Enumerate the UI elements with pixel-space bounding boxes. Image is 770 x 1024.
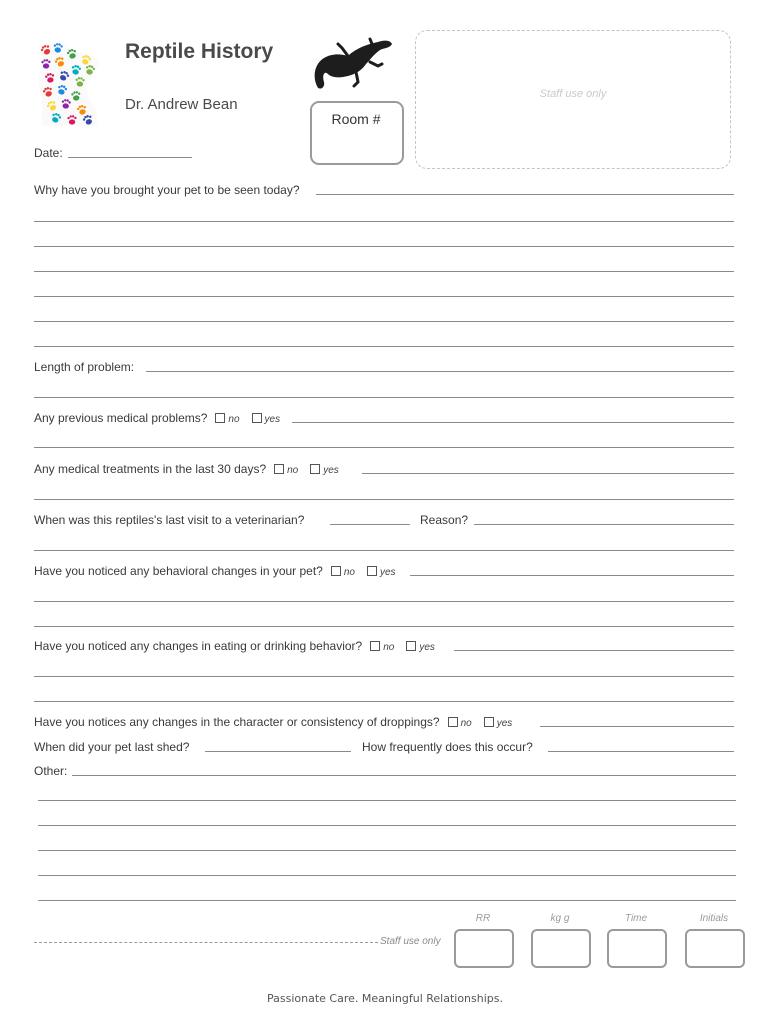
droppings-yes-checkbox[interactable] xyxy=(484,717,494,727)
footer-tagline: Passionate Care. Meaningful Relationships. xyxy=(266,992,503,1005)
previous-yes-checkbox[interactable] xyxy=(252,413,262,423)
staff-divider xyxy=(34,942,378,943)
other-line[interactable] xyxy=(38,825,736,826)
rr-label: RR xyxy=(475,913,491,924)
eating-line[interactable] xyxy=(34,701,734,702)
frequency-field[interactable] xyxy=(548,751,734,752)
shed-field[interactable] xyxy=(205,751,351,752)
other-line[interactable] xyxy=(38,875,736,876)
date-label: Date: xyxy=(34,146,63,160)
visit-reason-line[interactable] xyxy=(34,550,734,551)
treatments-yes-label: yes xyxy=(323,465,339,476)
treatments-yes-checkbox[interactable] xyxy=(310,464,320,474)
reason-line[interactable] xyxy=(34,246,734,247)
treatments-field[interactable] xyxy=(362,473,734,474)
previous-yes-label: yes xyxy=(264,414,281,425)
previous-problems-question xyxy=(34,410,280,428)
reason-line[interactable] xyxy=(34,321,734,322)
date-field[interactable] xyxy=(68,157,192,158)
droppings-no-label: no xyxy=(460,718,472,729)
eating-yes-checkbox[interactable] xyxy=(406,641,416,651)
behavior-no-label: no xyxy=(343,567,355,578)
other-label: Other: xyxy=(34,764,68,778)
room-number-label: Room # xyxy=(331,111,381,127)
form-title: Reptile History xyxy=(125,40,274,63)
droppings-yes-label: yes xyxy=(496,718,513,729)
behavior-line[interactable] xyxy=(34,626,734,627)
eating-yes-label: yes xyxy=(419,642,435,653)
treatments-no-label: no xyxy=(287,465,299,476)
treatments-line[interactable] xyxy=(34,499,734,500)
droppings-question xyxy=(34,714,512,732)
eating-field[interactable] xyxy=(454,650,734,651)
paw-prints-logo-icon xyxy=(36,40,104,128)
droppings-no-checkbox[interactable] xyxy=(448,717,458,727)
doctor-name: Dr. Andrew Bean xyxy=(125,96,238,113)
behavior-yes-checkbox[interactable] xyxy=(367,566,377,576)
initials-label: Initials xyxy=(699,913,729,924)
eating-line[interactable] xyxy=(34,676,734,677)
reason-line[interactable] xyxy=(34,271,734,272)
droppings-label: Have you notices any changes in the character or consistency of droppings? xyxy=(34,715,440,729)
behavior-field[interactable] xyxy=(410,575,734,576)
behavior-line[interactable] xyxy=(34,601,734,602)
droppings-field[interactable] xyxy=(540,726,734,727)
weight-label: kg g xyxy=(550,913,570,924)
other-line[interactable] xyxy=(38,800,736,801)
behavior-label: Have you noticed any behavioral changes in your pet? xyxy=(34,564,323,578)
staff-use-only-label: Staff use only xyxy=(380,936,441,947)
previous-no-checkbox[interactable] xyxy=(215,413,225,423)
eating-no-label: no xyxy=(383,642,395,653)
previous-problems-line[interactable] xyxy=(34,447,734,448)
length-question: Length of problem: xyxy=(34,360,135,374)
treatments-label: Any medical treatments in the last 30 days? xyxy=(34,462,267,476)
other-line[interactable] xyxy=(38,850,736,851)
reason-question: Why have you brought your pet to be seen today? xyxy=(34,183,300,197)
previous-problems-label: Any previous medical problems? xyxy=(34,411,208,425)
last-visit-question: When was this reptiles's last visit to a veterinarian? xyxy=(34,513,305,527)
visit-reason-label: Reason? xyxy=(420,513,469,527)
other-line[interactable] xyxy=(38,900,736,901)
initials-box[interactable] xyxy=(685,929,745,968)
treatments-question xyxy=(34,461,339,479)
visit-reason-field[interactable] xyxy=(474,524,734,525)
eating-label: Have you noticed any changes in eating or drinking behavior? xyxy=(34,639,363,653)
length-line[interactable] xyxy=(34,397,734,398)
reason-line[interactable] xyxy=(34,221,734,222)
reason-line[interactable] xyxy=(34,296,734,297)
behavior-yes-label: yes xyxy=(379,567,396,578)
reason-field[interactable] xyxy=(316,194,734,195)
other-field[interactable] xyxy=(72,775,736,776)
staff-use-box-label: Staff use only xyxy=(539,88,607,100)
time-box[interactable] xyxy=(607,929,667,968)
previous-problems-field[interactable] xyxy=(292,422,734,423)
behavior-no-checkbox[interactable] xyxy=(331,566,341,576)
behavior-question xyxy=(34,563,396,581)
eating-question xyxy=(34,638,435,656)
shed-question: When did your pet last shed? xyxy=(34,740,190,754)
frequency-question: How frequently does this occur? xyxy=(362,740,533,754)
eating-no-checkbox[interactable] xyxy=(370,641,380,651)
rr-box[interactable] xyxy=(454,929,514,968)
lizard-icon xyxy=(312,36,394,94)
reason-line[interactable] xyxy=(34,346,734,347)
treatments-no-checkbox[interactable] xyxy=(274,464,284,474)
previous-no-label: no xyxy=(228,414,240,425)
length-field[interactable] xyxy=(146,371,734,372)
weight-box[interactable] xyxy=(531,929,591,968)
time-label: Time xyxy=(624,913,648,924)
last-visit-field[interactable] xyxy=(330,524,410,525)
